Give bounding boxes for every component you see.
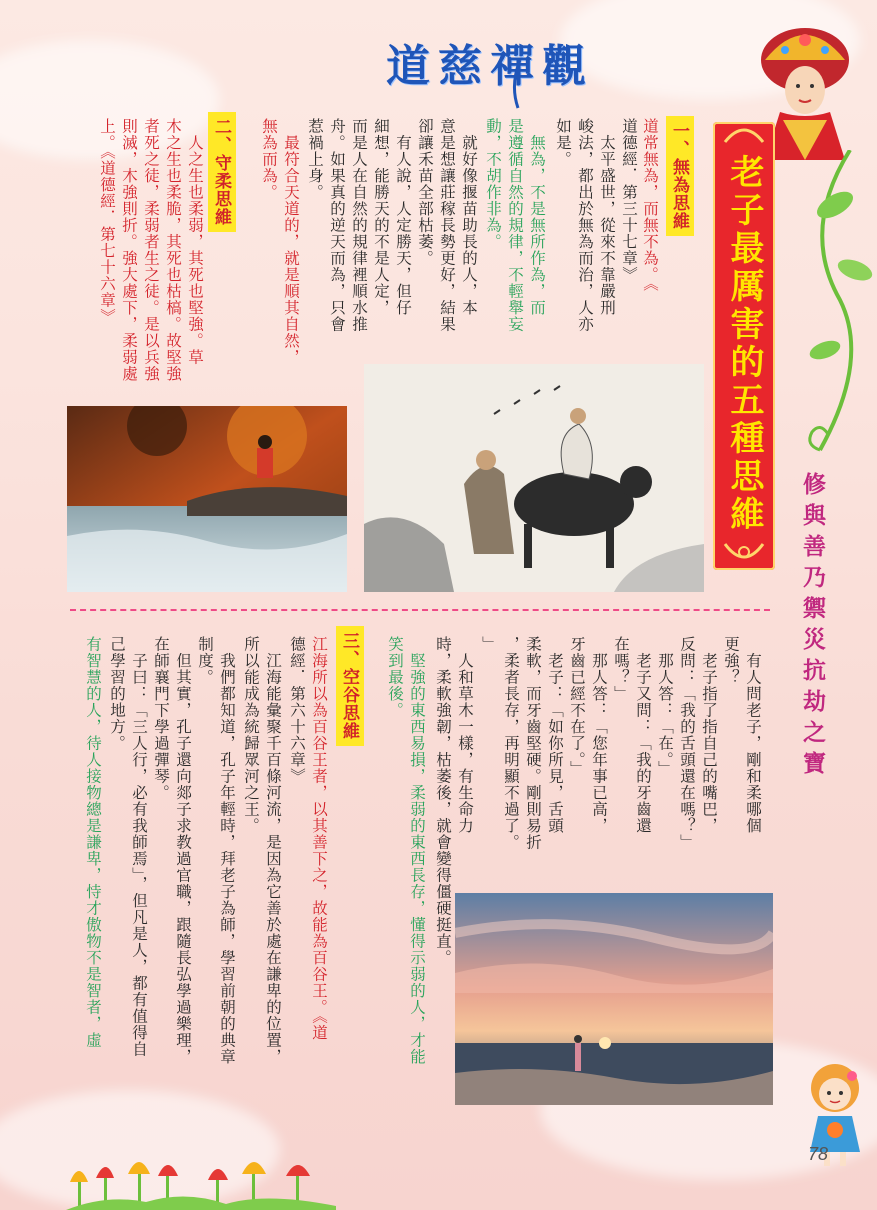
text-line: 制度。 xyxy=(196,636,214,686)
text-line: 動，不胡作非為。 xyxy=(484,118,502,250)
text-line: 如是。 xyxy=(554,118,572,168)
page-title: 道慈禪觀 xyxy=(386,41,594,92)
text-line: 老子又問：「我的牙齒還 xyxy=(634,636,652,834)
text-line: 上。《道德經．第七十六章》 xyxy=(98,118,116,325)
vine-decoration xyxy=(780,150,875,470)
text-line: 所以能成為統歸眾河之王。 xyxy=(242,636,260,834)
text-line: 堅強的東西易損，柔弱的東西長存，懂得示弱的人，才能 xyxy=(408,636,426,1065)
section1-quote: 道常無為，而無不為。《 xyxy=(641,118,659,292)
text-line: 人之生也柔弱，其死也堅強。草 xyxy=(186,118,204,366)
text-line: 惹禍上身。 xyxy=(306,118,324,201)
series-title: 修與善乃禦災抗劫之寶 xyxy=(799,472,826,782)
text-line: 太平盛世，從來不靠嚴刑 xyxy=(598,118,616,316)
text-line: 但其實，孔子還向郯子求教過官職，跟隨長弘學過樂理， xyxy=(174,636,192,1065)
text-line: 」 xyxy=(480,636,498,653)
text-line: ，柔者長存，再明顯不過了。 xyxy=(502,636,520,851)
text-line: 舟。如果真的逆天而為，只會 xyxy=(328,118,346,333)
text-line: 柔軟，而牙齒堅硬。剛則易折 xyxy=(524,636,542,851)
section-divider xyxy=(70,609,770,611)
text-line: 笑到最後。 xyxy=(386,636,404,719)
text-line: 道德經．第三十七章》 xyxy=(620,118,638,283)
text-line: 江海能彙聚千百條河流，是因為它善於處在謙卑的位置， xyxy=(264,636,282,1065)
text-line: 老子指了指自己的嘴巴， xyxy=(700,636,718,834)
sunset-sea-photo xyxy=(455,893,773,1105)
text-line: 有人問老子，剛和柔哪個 xyxy=(744,636,762,834)
ornament-icon xyxy=(723,124,765,146)
text-line: 子曰：「三人行，必有我師焉」，但凡是人，都有值得自 xyxy=(130,636,148,1058)
text-line: 德經．第六十六章》 xyxy=(288,636,306,785)
section3-quote: 江海所以為百谷王者，以其善下之，故能為百谷王。《道 xyxy=(310,636,328,1041)
ink-painting-illustration xyxy=(364,364,704,592)
article-title: 老子最厲害的五種思維 xyxy=(724,154,764,534)
text-line: 無為，不是無所作為，而 xyxy=(528,118,546,316)
text-line: 我們都知道，孔子年輕時，拜老子為師，學習前朝的典章 xyxy=(218,636,236,1065)
text-line: 則滅，木強則折。強大處下，柔弱處 xyxy=(120,118,138,382)
text-line: 人和草木一樣，有生命力 xyxy=(456,636,474,834)
text-line: 無為而為。 xyxy=(260,118,278,201)
text-line: 者死之徒，柔弱者生之徒。是以兵強 xyxy=(142,118,160,382)
section-heading-3: 三、空谷思維 xyxy=(336,626,364,746)
text-line: 而是人在自然的規律裡順水推 xyxy=(350,118,368,333)
text-line: 在師襄門下學過彈琴。 xyxy=(152,636,170,801)
ornament-icon xyxy=(723,540,765,566)
text-line: 峻法，都出於無為而治，人亦 xyxy=(576,118,594,333)
section-heading-1: 一、無為思維 xyxy=(666,116,694,236)
section-heading-2: 二、守柔思維 xyxy=(208,112,236,232)
page-number: 78 xyxy=(808,1144,829,1164)
text-line: 卻讓禾苗全部枯萎。 xyxy=(416,118,434,267)
text-line: 那人答：「在。」 xyxy=(656,636,674,777)
text-line: 有智慧的人，待人接物總是謙卑，恃才傲物不是智者，虛 xyxy=(84,636,102,1049)
tulip-decoration xyxy=(66,1150,336,1210)
text-line: 老子：「如你所見，舌頭 xyxy=(546,636,564,834)
text-line: 牙齒已經不在了。」 xyxy=(568,636,586,777)
text-line: 反問：「我的舌頭還在嗎？」 xyxy=(678,636,696,851)
text-line: 更強？ xyxy=(722,636,740,686)
text-line: 木之生也柔脆，其死也枯槁。故堅強 xyxy=(164,118,182,382)
text-line: 時，柔軟強韌，枯萎後，就會變得僵硬挺直。 xyxy=(434,636,452,966)
brush-stroke-decoration xyxy=(500,60,540,110)
text-line: 那人答：「您年事已高， xyxy=(590,636,608,834)
text-line: 有人說，人定勝天，但仔 xyxy=(394,118,412,316)
text-line: 己學習的地方。 xyxy=(108,636,126,752)
text-line: 最符合天道的，就是順其自然， xyxy=(282,118,300,366)
text-line: 意是想讓莊稼長勢更好，結果 xyxy=(438,118,456,333)
text-line: 是遵循自然的規律，不輕舉妄 xyxy=(506,118,524,333)
river-meditation-photo xyxy=(67,406,347,592)
text-line: 在嗎？」 xyxy=(612,636,630,702)
text-line: 就好像揠苗助長的人，本 xyxy=(460,118,478,316)
text-line: 細想，能勝天的不是人定， xyxy=(372,118,390,316)
article-banner xyxy=(713,122,775,570)
